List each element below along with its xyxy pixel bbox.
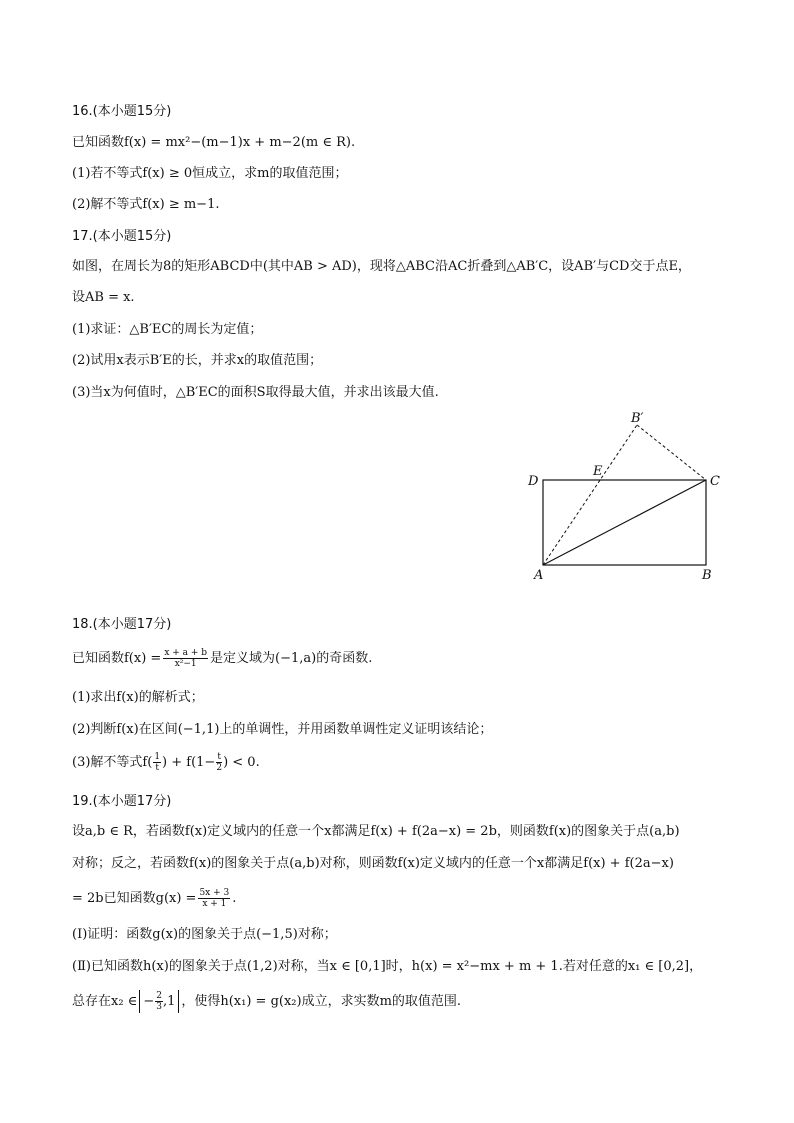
q18-fraction-num: x + a + b xyxy=(164,648,208,658)
dashed-ab-prime xyxy=(543,425,637,565)
q18-part3 xyxy=(72,752,260,773)
q19-header: 19.(本小题17分) xyxy=(72,794,172,809)
q18-stem-pre: 已知函数f(x) = xyxy=(72,650,162,666)
q16-part1: (1)若不等式f(x) ≥ 0恒成立，求m的取值范围； xyxy=(72,166,348,181)
label-d: D xyxy=(528,474,539,489)
label-e: E xyxy=(593,464,603,479)
q18-part3-frac2 xyxy=(216,752,222,773)
q19-line3-post: . xyxy=(232,890,237,906)
q17-stem-line1: 如图，在周长为8的矩形ABCD中(其中AB > AD)，现将△ABC沿AC折叠到△AB′C，设AB′与CD交于点E， xyxy=(72,259,691,274)
q18-part3-frac1 xyxy=(153,752,161,773)
label-c: C xyxy=(710,474,720,489)
q17-stem-line2: 设AB = x. xyxy=(72,290,135,305)
q18-part3-frac1-den: t xyxy=(155,763,159,773)
q19-part3-tail: ,1 xyxy=(162,993,176,1009)
q19-part3-pre: 总存在x₂ ∈ xyxy=(72,993,138,1009)
q19-line3-den: x + 1 xyxy=(202,899,227,909)
q18-stem xyxy=(72,648,372,669)
q19-part1: (Ⅰ)证明：函数g(x)的图象关于点(−1,5)对称； xyxy=(72,927,337,942)
q16-stem: 已知函数f(x) = mx²−(m−1)x + m−2(m ∈ R). xyxy=(72,135,356,150)
q19-part3-den: 3 xyxy=(156,1002,162,1012)
q17-header: 17.(本小题15分) xyxy=(72,229,172,244)
label-b-prime: B′ xyxy=(631,411,644,426)
q17-part1: (1)求证：△B′EC的周长为定值； xyxy=(72,322,263,337)
q18-fraction-den: x²−1 xyxy=(174,659,197,669)
rectangle-fold-figure xyxy=(520,405,730,585)
label-b: B xyxy=(702,568,712,583)
q18-part3-pre: (3)解不等式f( xyxy=(72,754,153,770)
diagonal-ac xyxy=(543,480,706,565)
q19-line3 xyxy=(72,888,236,909)
q19-part3-interval: − $\frac{2}{3}$ ,1 xyxy=(139,990,179,1013)
q19-line3-fraction xyxy=(198,888,230,909)
q19-part2: (Ⅱ)已知函数h(x)的图象关于点(1,2)对称，当x ∈ [0,1]时，h(x) = x²−mx + m + 1.若对任意的x₁ ∈ [0,2]， xyxy=(72,959,703,974)
q18-part3-mid: ) + f(1− xyxy=(162,754,216,770)
q16-header: 16.(本小题15分) xyxy=(72,104,172,119)
q17-part2: (2)试用x表示B′E的长，并求x的取值范围； xyxy=(72,353,323,368)
q19-line1: 设a,b ∈ R，若函数f(x)定义域内的任意一个x都满足f(x) + f(2a−x) = 2b，则函数f(x)的图象关于点(a,b) xyxy=(72,824,680,839)
q17-part3: (3)当x为何值时，△B′EC的面积S取得最大值，并求出该最大值. xyxy=(72,385,439,400)
q18-part3-frac2-den: 2 xyxy=(216,763,223,773)
q16-part2: (2)解不等式f(x) ≥ m−1. xyxy=(72,197,220,212)
q18-stem-post: 是定义域为(−1,a)的奇函数. xyxy=(210,650,373,666)
q18-part3-post: ) < 0. xyxy=(223,754,260,770)
q19-line2: 对称；反之，若函数f(x)的图象关于点(a,b)对称，则函数f(x)定义域内的任意一个x都满足f(x) + f(2a−x) xyxy=(72,856,674,871)
q19-part3-fraction xyxy=(155,991,163,1012)
label-a: A xyxy=(534,568,544,583)
q18-header: 18.(本小题17分) xyxy=(72,617,172,632)
q18-part3-frac2-num: t xyxy=(217,752,221,762)
q19-part3-num: 2 xyxy=(156,991,162,1001)
dashed-b-prime-c xyxy=(637,425,706,480)
q18-fraction xyxy=(163,648,208,669)
q18-part2: (2)判断f(x)在区间(−1,1)上的单调性，并用函数单调性定义证明该结论； xyxy=(72,722,493,737)
q18-part3-frac1-num: 1 xyxy=(154,752,161,762)
q19-line3-pre: = 2b已知函数g(x) = xyxy=(72,890,197,906)
q19-part3 xyxy=(72,990,461,1013)
q18-part1: (1)求出f(x)的解析式； xyxy=(72,690,204,705)
q19-part3-post: ，使得h(x₁) = g(x₂)成立，求实数m的取值范围. xyxy=(181,993,462,1009)
q19-line3-num: 5x + 3 xyxy=(199,888,230,898)
